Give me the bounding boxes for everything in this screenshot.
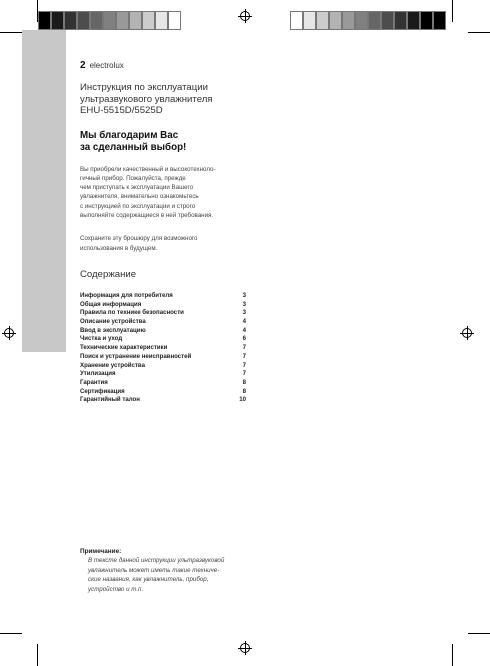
color-swatch [355,11,368,30]
toc-row [80,309,246,318]
page-number: 2 [80,60,86,71]
thanks-line: за сделанный выбор! [80,142,187,153]
toc-entry-title: Поиск и устранение неисправностей [80,352,192,360]
toc-row [80,370,246,379]
color-swatch [381,11,394,30]
note-line: ские названия, как увлажнитель, прибор, [88,576,209,583]
intro-line: увлажнителя, внимательно ознакомьтесь [80,193,199,201]
color-swatch [420,11,433,30]
toc-row [80,362,246,371]
color-swatch [290,11,303,30]
toc-entry-page: 4 [242,317,246,325]
toc-row [80,327,246,336]
toc-entry-page: 3 [242,291,246,299]
toc-entry-title: Сертификация [80,387,125,395]
toc-entry-title: Технические характеристики [80,344,168,352]
color-swatch [303,11,316,30]
thanks-heading [80,130,250,155]
color-swatch [329,11,342,30]
toc-row [80,379,246,388]
toc-entry-title: Описание устройства [80,317,146,325]
toc-entry-title: Хранение устройства [80,361,145,369]
note-line: увлажнитель может иметь такие техниче- [88,566,220,574]
toc-entry-title: Гарантийный талон [80,396,140,404]
crop-mark [468,32,490,33]
color-swatch [103,11,116,30]
color-swatch [51,11,64,30]
toc-entry-page: 7 [242,361,246,369]
crop-mark [452,644,453,666]
toc-heading: Содержание [80,268,137,280]
toc-entry-page: 3 [242,300,246,308]
toc-entry-page: 10 [239,396,246,404]
registration-mark-icon [460,326,474,340]
toc-entry-page: 7 [242,352,246,360]
toc-entry-title: Чистка и уход [80,335,123,343]
title-line: EHU-5515D/5525D [80,105,163,116]
keep-line: Сохраните эту брошюру для возможного [80,235,198,243]
color-swatch [116,11,129,30]
toc-row [80,318,246,327]
toc-row [80,353,246,362]
thanks-line: Мы благодарим Вас [80,129,179,141]
toc-row [80,396,246,405]
toc-row [80,292,246,301]
toc-row [80,335,246,344]
crop-mark [37,0,38,22]
keep-brochure-paragraph [80,234,250,253]
color-swatch [129,11,142,30]
crop-mark [0,633,22,634]
left-color-bar [38,11,181,30]
registration-mark-icon [238,9,252,23]
color-swatch [407,11,420,30]
toc-row [80,344,246,353]
toc-row [80,301,246,310]
toc-entry-title: Общая информация [80,300,142,308]
toc-entry-page: 6 [242,335,246,343]
title-line: ультразвукового увлажнителя [80,93,213,105]
color-swatch [368,11,381,30]
color-swatch [168,11,181,30]
table-of-contents [80,292,246,405]
page-content [80,60,250,405]
color-swatch [90,11,103,30]
crop-mark [468,633,490,634]
crop-mark [0,32,22,33]
color-swatch [64,11,77,30]
keep-line: использования в будущем. [80,244,158,252]
crop-mark [452,0,453,22]
color-swatch [77,11,90,30]
gray-margin-band [22,30,66,352]
registration-mark-icon [2,326,16,340]
brand-name: electrolux [89,61,124,70]
note-line: В тексте данной инструкции ультразвуковой [88,557,225,564]
color-swatch [155,11,168,30]
toc-row [80,388,246,397]
intro-paragraph [80,165,250,221]
document-title [80,82,250,117]
page-header [80,60,250,71]
note-block [80,547,260,594]
color-swatch [316,11,329,30]
intro-line: гичный прибор. Пожалуйста, прежде [80,174,186,182]
registration-mark-icon [238,641,252,655]
color-swatch [142,11,155,30]
color-swatch [433,11,446,30]
toc-entry-page: 4 [242,326,246,334]
toc-entry-title: Гарантия [80,378,108,386]
toc-entry-page: 3 [242,309,246,317]
note-line: устройство и т.п. [88,585,144,593]
toc-entry-page: 7 [242,370,246,378]
note-label: Примечание: [80,548,122,555]
right-color-bar [290,11,446,30]
intro-line: с инструкцией по эксплуатации и строго [80,202,196,210]
toc-entry-title: Ввод в эксплуатацию [80,326,146,334]
color-swatch [394,11,407,30]
note-text [80,556,260,594]
toc-entry-page: 8 [242,387,246,395]
intro-line: выполняйте содержащиеся в ней требования. [80,211,214,219]
toc-entry-title: Информация для потребителя [80,291,173,299]
toc-entry-page: 7 [242,344,246,352]
crop-mark [37,644,38,666]
intro-line: чем приступать к эксплуатации Вашего [80,184,194,192]
title-line: Инструкция по эксплуатации [80,82,208,93]
toc-entry-title: Правила по технике безопасности [80,309,184,317]
color-swatch [342,11,355,30]
toc-entry-page: 8 [242,378,246,386]
color-swatch [38,11,51,30]
toc-entry-title: Утилизация [80,370,116,378]
intro-line: Вы приобрели качественный и высокотехноло- [80,165,216,173]
